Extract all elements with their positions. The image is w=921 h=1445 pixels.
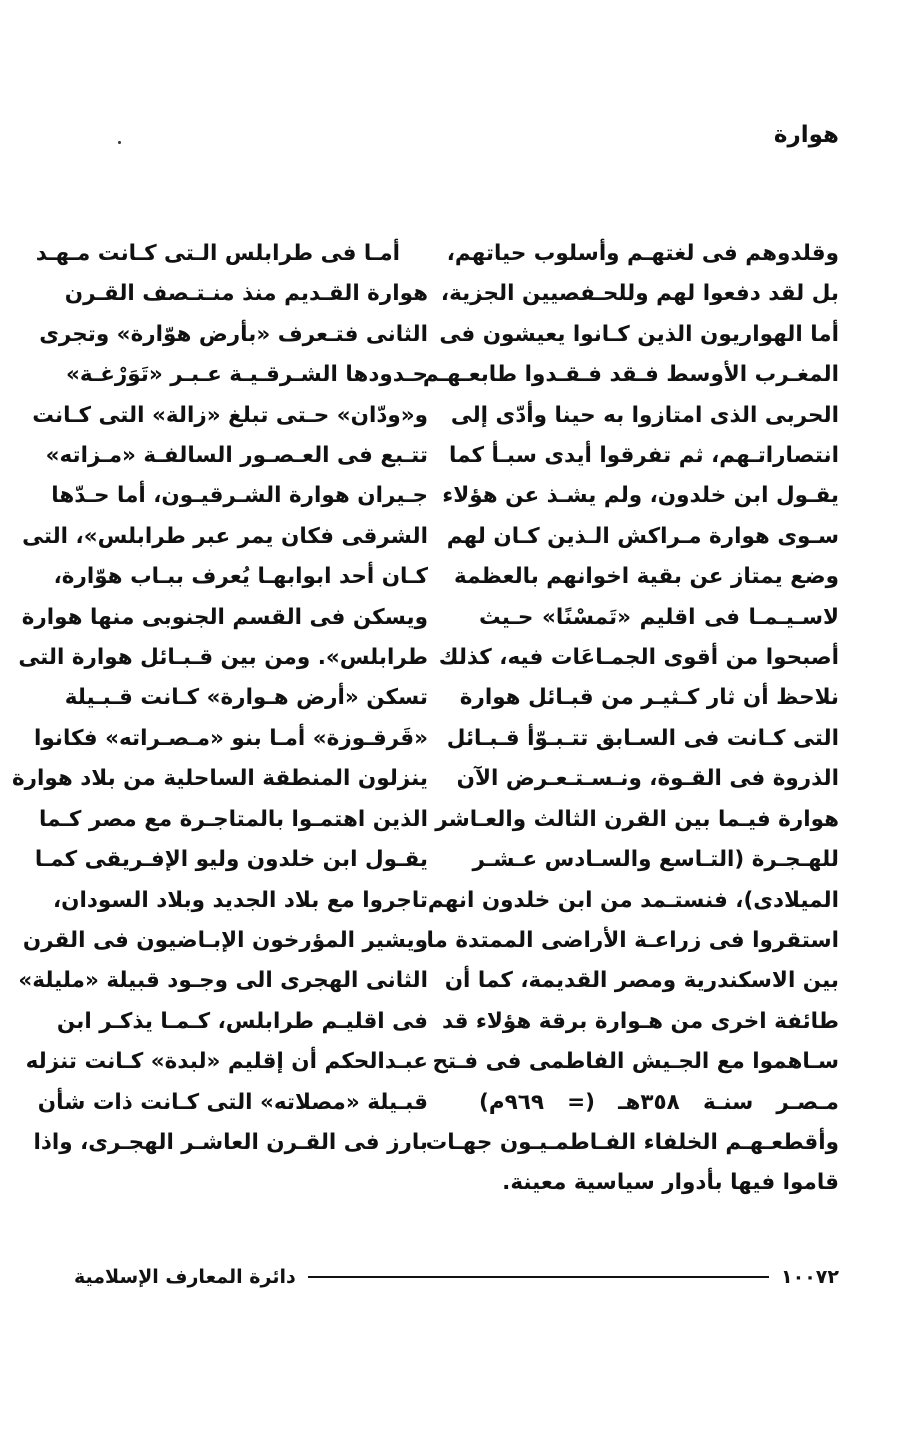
text-line: فى اقليـم طرابلس، كـمـا يذكـر ابن xyxy=(56,1008,428,1034)
footer-rule xyxy=(308,1276,769,1278)
text-line: حـدودها الشـرقـيـة عـبـر «تَوَرْغـة» xyxy=(65,362,428,388)
text-line: جـيران هوارة الشـرقيـون، أما حـدّها xyxy=(51,483,428,509)
text-line: تسكن «أرض هـوارة» كـانت قـبـيلة xyxy=(64,685,428,711)
text-line: وقلدوهم فى لغتهـم وأسلوب حياتهم، xyxy=(446,241,839,266)
text-column-left xyxy=(11,234,428,1163)
text-line: الذين اهتمـوا بالمتاجـرة مع مصر كـما xyxy=(39,806,428,832)
page-footer xyxy=(74,1262,839,1292)
text-line: هوارة القـديم منذ منـتـصف القـرن xyxy=(64,281,428,307)
text-line: عبـدالحكم أن إقليم «لبدة» كـانت تنزله xyxy=(25,1049,428,1075)
text-line: يقـول ابن خلدون وليو الإفـريقى كمـا xyxy=(34,847,428,873)
text-column-right xyxy=(422,234,839,1204)
text-line: الميلادى)، فنستـمد من ابن خلدون انهم xyxy=(427,887,839,913)
text-line: الثانى الهجرى الى وجـود قبيلة «مليلة» xyxy=(18,968,428,994)
text-line: التى كـانت فى السـابق تتـبـوّأ قـبـائل xyxy=(446,725,839,751)
text-line: تاجروا مع بلاد الجديد وبلاد السودان، xyxy=(53,887,428,913)
text-line: الحربى الذى امتازوا به حينا وأدّى إلى xyxy=(450,402,839,428)
text-line: للهـجـرة (التـاسع والسـادس عـشـر xyxy=(472,847,839,873)
text-line: بين الاسكندرية ومصر القديمة، كما أن xyxy=(444,968,839,994)
text-line: بارز فى القـرن العاشـر الهجـرى، واذا xyxy=(33,1129,428,1155)
text-line: نلاحظ أن ثار كـثيـر من قبـائل هوارة xyxy=(459,685,839,711)
text-line: لاسـيـمـا فى اقليم «تَمسْنًا» حـيث xyxy=(479,604,839,630)
text-line: الثانى فتـعرف «بأرض هوّارة» وتجرى xyxy=(39,321,428,347)
publication-title: دائرة المعارف الإسلامية xyxy=(74,1266,296,1288)
text-line: انتصاراتـهم، ثم تفرقوا أيدى سبـأ كما xyxy=(449,443,839,469)
text-line: قاموا فيها بأدوار سياسية معينة. xyxy=(502,1170,839,1196)
text-line: «قَرقـوزة» أمـا بنو «مـصـراته» فكانوا xyxy=(34,725,428,751)
speck-mark xyxy=(118,141,121,144)
text-line: وأقطعـهـم الخلفاء الفـاطمـيـون جهـات xyxy=(425,1129,839,1155)
text-line: الشرقى فكان يمر عبر طرابلس»، التى xyxy=(22,523,428,549)
running-header: هوارة xyxy=(773,122,839,148)
text-line: الذروة فى القـوة، ونـسـتـعـرض الآن xyxy=(456,766,839,792)
text-line: ينزلون المنطقة الساحلية من بلاد هوارة xyxy=(11,766,428,792)
page-number: ١٠٠٧٢ xyxy=(781,1266,839,1288)
text-line: هوارة فيـما بين القرن الثالث والعـاشر xyxy=(435,806,839,832)
text-line: أما الهواريون الذين كـانوا يعيشون فى xyxy=(439,321,839,347)
text-line: ويسكن فى القسم الجنوبى منها هوارة xyxy=(21,604,428,630)
text-line: يقـول ابن خلدون، ولم يشـذ عن هؤلاء xyxy=(442,483,839,509)
text-line: كـان أحد ابوابهـا يُعرف ببـاب هوّارة، xyxy=(53,564,428,590)
text-line: مـصـر سنـة ٣٥٨هـ (= ٩٦٩م) xyxy=(479,1089,839,1115)
text-line: سـاهموا مع الجـيش الفاطمى فى فـتح xyxy=(432,1049,839,1075)
text-line: المغـرب الأوسط فـقد فـقـدوا طابعـهـم xyxy=(422,362,839,388)
text-line: سـوى هوارة مـراكش الـذين كـان لهم xyxy=(446,523,839,549)
text-line: طائفة اخرى من هـوارة برقة هؤلاء قد xyxy=(441,1008,839,1034)
text-line: وضع يمتاز عن بقية اخوانهم بالعظمة xyxy=(454,564,839,590)
text-line: أصبحوا من أقوى الجمـاعَات فيه، كذلك xyxy=(438,645,839,671)
text-line: ويشير المؤرخون الإبـاضيون فى القرن xyxy=(22,927,428,953)
text-line: طرابلس». ومن بين قـبـائل هوارة التى xyxy=(18,645,428,671)
text-line: تتـبع فى العـصـور السالفـة «مـزاته» xyxy=(45,443,428,469)
text-line: أمـا فى طرابلس الـتى كـانت مـهـد xyxy=(35,241,400,266)
text-line: قبـيلة «مصلاته» التى كـانت ذات شأن xyxy=(37,1089,428,1115)
text-line: بل لقد دفعوا لهم وللحـفصيين الجزية، xyxy=(440,281,839,307)
text-line: استقروا فى زراعـة الأراضى الممتدة ما xyxy=(426,927,839,953)
text-line: و«ودّان» حـتى تبلغ «زالة» التى كـانت xyxy=(32,402,428,428)
